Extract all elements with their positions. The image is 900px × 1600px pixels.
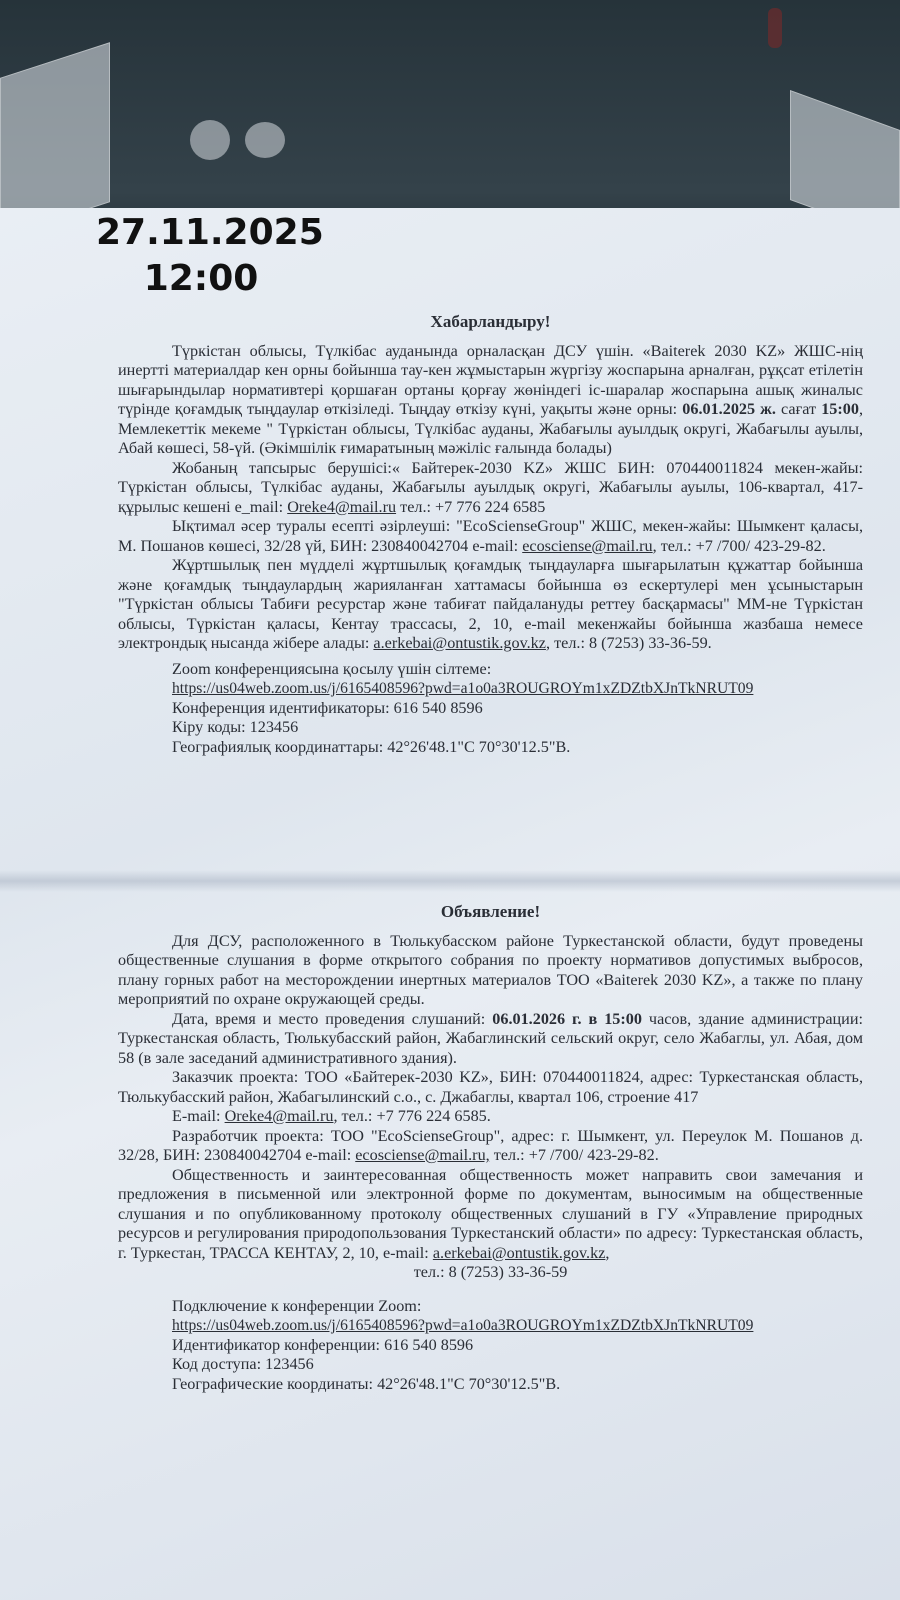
access-code: Кіру коды: 123456 bbox=[172, 718, 299, 736]
access-code: Код доступа: 123456 bbox=[172, 1355, 314, 1373]
conference-id: Конференция идентификаторы: 616 540 8596 bbox=[172, 698, 483, 717]
text: Общественность и заинтересованная общественность может направить свои замечания и предложения в письменной или электронной форме по документам, выносимым на общественные слушания и по опубликованному протоколу общественных слушаний в ГУ «Управление природных ресурсов и регулирования природопользования Туркестанский области» по адресу: Туркестанская область, г. Туркестан, ТРАССА КЕНТАУ, 2, 10, e-mail: bbox=[118, 1165, 863, 1262]
russian-email-line bbox=[118, 1107, 863, 1127]
russian-notice bbox=[118, 902, 863, 1394]
text: Разработчик проекта: ТОО "EcoScienseGroup", адрес: г. Шымкент, ул. Переулок М. Пошанов д. 32/28, БИН: 230840042704 e-mail: bbox=[118, 1126, 863, 1164]
text: , bbox=[605, 1243, 610, 1262]
stain-mark bbox=[768, 8, 782, 48]
email-link[interactable]: a.erkebai@ontustik.gov.kz bbox=[432, 1243, 606, 1262]
text: Дата, время и место проведения слушаний: bbox=[172, 1009, 493, 1028]
text: , тел.: +7 776 224 6585. bbox=[333, 1107, 491, 1125]
zoom-label: Подключение к конференции Zoom: bbox=[172, 1296, 422, 1315]
hearing-date: 06.01.2025 ж. bbox=[682, 400, 776, 418]
text: , тел.: +7 /700/ 423-29-82. bbox=[652, 536, 826, 555]
text: сағат bbox=[775, 400, 822, 418]
text: Жобаның тапсырыс берушісі:« Байтерек-2030 KZ» ЖШС БИН: 070440011824 мекен-жайы: Түркістан облысы, Түлкібас ауданы, Жабағылы ауылдық округі, Жабағылы ауылы, 106-квартал, 417-құрылыс кешені e_mail: bbox=[118, 458, 863, 516]
email-link[interactable]: a.erkebai@ontustik.gov.kz bbox=[373, 634, 546, 652]
text: Түркістан облысы, Түлкібас ауданында орналасқан ДСУ үшін. «Baiterek 2030 KZ» ЖШС-нің инертті материалдар кен орны бойынша тау-кен жұмыстарын жүргізу жоспарына арналған, рұқсат етілетін шығарындылар нормативтері қоршаған ортаны қорғау жөніндегі іс-шаралар жоспарына ашық жиналыс түрінде қоғамдық тыңдаулар өткізіледі. Тыңдау өткізу күні, уақыты және орны: bbox=[118, 341, 863, 418]
paper-fold bbox=[0, 870, 900, 892]
zoom-link[interactable]: https://us04web.zoom.us/j/6165408596?pwd=a1o0a3ROUGROYm1xZDZtbXJnTkNRUT09 bbox=[172, 680, 754, 697]
coordinates: Географиялық координаттары: 42°26'48.1"С 70°30'12.5"В. bbox=[172, 737, 571, 756]
hearing-time: 15:00 bbox=[821, 400, 859, 418]
text: , Мемлекеттік мекеме " Түркістан облысы, Түлкібас ауданы, Жабағылы ауылдық округі, Жабағылы ауылы, Абай көшесі, 58-үй. (Әкімшілік ғимаратының мәжіліс ғалында болады) bbox=[118, 400, 863, 457]
text: E-mail: bbox=[172, 1107, 225, 1125]
kazakh-paragraph bbox=[118, 342, 863, 459]
text: Ықтимал әсер туралы есепті әзірлеуші: "EcoScienseGroup" ЖШС, мекен-жайы: Шымкент қаласы, М. Пошанов көшесі, 32/28 үй, БИН: 230840042704 e-mail: bbox=[118, 517, 863, 555]
zoom-link[interactable]: https://us04web.zoom.us/j/6165408596?pwd=a1o0a3ROUGROYm1xZDZtbXJnTkNRUT09 bbox=[172, 1317, 754, 1334]
text: , тел.: 8 (7253) 33-36-59. bbox=[545, 634, 712, 652]
kazakh-notice bbox=[118, 312, 863, 757]
email-link[interactable]: ecosciense@mail.ru bbox=[522, 536, 653, 555]
text: тел.: +7 776 224 6585 bbox=[396, 497, 546, 516]
kazakh-paragraph bbox=[118, 459, 863, 518]
timestamp-overlay bbox=[96, 210, 324, 302]
russian-paragraph: Заказчик проекта: ТОО «Байтерек-2030 KZ», БИН: 070440011824, адрес: Туркестанская область, Тюлькубасский район, Жабагылинский с.о., с. Джабаглы, квартал 106, строение 417 bbox=[118, 1068, 863, 1106]
text: Жұртшылық пен мүдделі жұртшылық қоғамдық тыңдауларға шығарылатын құжаттар бойынша және қоғамдық тыңдаулардың жарияланған хаттамасы бойынша өз ескертулері мен ұсыныстарын "Түркістан облысы Табиғи ресурстар және табиғат пайдалануды реттеу басқармасы" ММ-не Түркістан облысы, Түркістан қаласы, Кентау трассасы, 2, 10, e-mail мекенжайы бойынша жазбаша немесе электрондық нысанда жібере алады: bbox=[118, 556, 863, 652]
email-link[interactable]: Oreke4@mail.ru bbox=[287, 497, 397, 516]
russian-title: Объявление! bbox=[440, 902, 541, 921]
timestamp-date: 27.11.2025 bbox=[96, 212, 324, 253]
kazakh-title: Хабарландыру! bbox=[430, 312, 551, 331]
email-link[interactable]: Oreke4@mail.ru bbox=[224, 1107, 334, 1125]
text: тел.: +7 /700/ 423-29-82. bbox=[489, 1146, 659, 1164]
zoom-label: Zoom конференциясына қосылу үшін сілтеме: bbox=[172, 659, 492, 678]
stain-mark bbox=[245, 122, 285, 158]
russian-paragraph bbox=[118, 1127, 863, 1166]
kazakh-paragraph bbox=[118, 517, 863, 556]
hearing-date: 06.01.2026 г. в 15:00 bbox=[492, 1009, 642, 1028]
russian-paragraph bbox=[118, 1010, 863, 1069]
text: часов, здание администрации: Туркестанская область, Тюлькубасский район, Жабаглинский сельский округ, село Жабаглы, ул. Абая, дом 58 (в зале заседаний административного здания). bbox=[118, 1009, 863, 1067]
russian-paragraph bbox=[118, 1166, 863, 1264]
russian-paragraph: Для ДСУ, расположенного в Тюлькубасском районе Туркестанской области, будут проведены общественные слушания в форме открытого собрания по проекту нормативов допустимых выбросов, плану горных работ на месторождении инертных материалов ТОО «Baiterek 2030 KZ», а также по плану мероприятий по охране окружающей среды. bbox=[118, 931, 863, 1008]
conference-id: Идентификатор конференции: 616 540 8596 bbox=[172, 1335, 474, 1354]
stain-mark bbox=[190, 120, 230, 160]
email-link[interactable]: ecosciense@mail.ru, bbox=[355, 1146, 490, 1164]
russian-phone: тел.: 8 (7253) 33-36-59 bbox=[413, 1263, 568, 1281]
coordinates: Географические координаты: 42°26'48.1"С 70°30'12.5"В. bbox=[172, 1374, 561, 1393]
timestamp-time: 12:00 bbox=[143, 258, 259, 299]
kazakh-paragraph bbox=[118, 556, 863, 654]
